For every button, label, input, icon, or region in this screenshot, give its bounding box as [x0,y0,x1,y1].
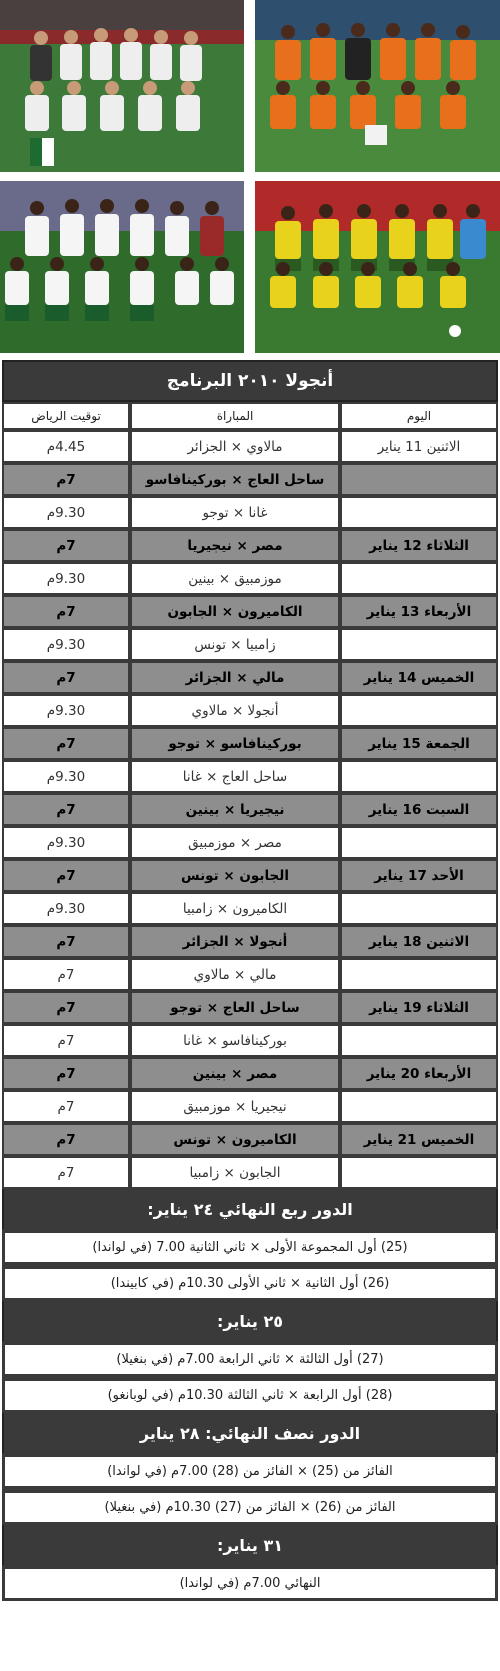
match-cell: نيجيريا × بينين [130,793,340,826]
time-cell: 9.30م [2,892,130,925]
day-cell: الثلاثاء 12 يناير [340,529,498,562]
match-cell: الكاميرون × الجابون [130,595,340,628]
day-cell [340,1024,498,1057]
time-cell: 7م [2,1057,130,1090]
day-cell: الأربعاء 20 يناير [340,1057,498,1090]
table-row [2,958,498,991]
day-cell: الأحد 17 يناير [340,859,498,892]
day-cell: الثلاثاء 19 يناير [340,991,498,1024]
day-cell [340,628,498,661]
match-cell: مالاوي × الجزائر [130,430,340,463]
day-cell [340,826,498,859]
time-cell: 9.30م [2,628,130,661]
day-cell: الاثنين 18 يناير [340,925,498,958]
schedule-panel [0,360,500,1601]
time-cell: 7م [2,1156,130,1189]
table-row [2,925,498,958]
match-cell: ساحل العاج × توجو [130,991,340,1024]
match-cell: الجابون × زامبيا [130,1156,340,1189]
table-row [2,1024,498,1057]
table-row [2,628,498,661]
stage-heading: ٢٥ يناير: [2,1301,498,1341]
day-cell: الخميس 14 يناير [340,661,498,694]
match-cell: ساحل العاج × غانا [130,760,340,793]
table-row [2,1090,498,1123]
time-cell: 9.30م [2,760,130,793]
match-cell: مصر × بينين [130,1057,340,1090]
day-cell [340,760,498,793]
time-cell: 7م [2,727,130,760]
time-cell: 7م [2,925,130,958]
day-cell [340,463,498,496]
match-cell: بوركينافاسو × توجو [130,727,340,760]
stage-match-row: (28) أول الرابعة × ثاني الثالثة 10.30م (في لوبانغو) [2,1377,498,1413]
time-cell: 7م [2,1090,130,1123]
column-header-time: توقيت الرياض [2,402,130,430]
team-photo-togo [255,181,500,353]
day-cell: الخميس 21 يناير [340,1123,498,1156]
column-header-match: المباراة [130,402,340,430]
day-cell: الأربعاء 13 يناير [340,595,498,628]
stage-heading: ٣١ يناير: [2,1525,498,1565]
team-photo-ivory-coast [255,0,500,172]
stage-heading: الدور ربع النهائي ٢٤ يناير: [2,1189,498,1229]
day-cell [340,958,498,991]
match-cell: الكاميرون × تونس [130,1123,340,1156]
day-cell: الاثنين 11 يناير [340,430,498,463]
match-cell: أنجولا × مالاوي [130,694,340,727]
table-row [2,595,498,628]
stage-match-row: (26) أول الثانية × ثاني الأولى 10.30م (في كابيندا) [2,1265,498,1301]
table-row [2,463,498,496]
time-cell: 7م [2,793,130,826]
match-cell: موزمبيق × بينين [130,562,340,595]
table-row [2,859,498,892]
table-row [2,496,498,529]
time-cell: 7م [2,595,130,628]
time-cell: 7م [2,991,130,1024]
day-cell [340,1090,498,1123]
table-row [2,991,498,1024]
match-cell: مصر × موزمبيق [130,826,340,859]
time-cell: 7م [2,661,130,694]
match-cell: مصر × نيجيريا [130,529,340,562]
match-cell: بوركينافاسو × غانا [130,1024,340,1057]
knockout-stages [0,1189,500,1601]
time-cell: 7م [2,958,130,991]
table-row [2,1123,498,1156]
column-header-day: اليوم [340,402,498,430]
table-row [2,661,498,694]
match-cell: ساحل العاج × بوركينافاسو [130,463,340,496]
day-cell [340,694,498,727]
match-cell: أنجولا × الجزائر [130,925,340,958]
stage-match-row: الفائز من (25) × الفائز من (28) 7.00م (في لواندا) [2,1453,498,1489]
time-cell: 9.30م [2,826,130,859]
time-cell: 7م [2,463,130,496]
table-row [2,727,498,760]
stage-match-row: (25) أول المجموعة الأولى × ثاني الثانية 7.00 (في لواندا) [2,1229,498,1265]
team-photo-nigeria [0,181,244,353]
match-cell: نيجيريا × موزمبيق [130,1090,340,1123]
table-row [2,1057,498,1090]
table-row [2,529,498,562]
table-row [2,1156,498,1189]
table-row [2,760,498,793]
match-cell: الكاميرون × زامبيا [130,892,340,925]
table-row [2,562,498,595]
time-cell: 9.30م [2,562,130,595]
schedule-table [2,402,498,1189]
time-cell: 9.30م [2,694,130,727]
stage-match-row: (27) أول الثالثة × ثاني الرابعة 7.00م (في بنغيلا) [2,1341,498,1377]
team-photos [0,0,500,355]
table-row [2,793,498,826]
stage-heading: الدور نصف النهائي: ٢٨ يناير [2,1413,498,1453]
match-cell: الجابون × تونس [130,859,340,892]
table-row [2,892,498,925]
table-row [2,826,498,859]
day-cell [340,892,498,925]
stage-match-row: النهائي 7.00م (في لواندا) [2,1565,498,1601]
team-photo-algeria [0,0,244,172]
table-row [2,694,498,727]
day-cell [340,496,498,529]
day-cell: السبت 16 يناير [340,793,498,826]
stage-match-row: الفائز من (26) × الفائز من (27) 10.30م (في بنغيلا) [2,1489,498,1525]
time-cell: 7م [2,859,130,892]
match-cell: زامبيا × تونس [130,628,340,661]
match-cell: غانا × توجو [130,496,340,529]
time-cell: 9.30م [2,496,130,529]
day-cell: الجمعة 15 يناير [340,727,498,760]
time-cell: 4.45م [2,430,130,463]
table-row [2,430,498,463]
match-cell: مالي × مالاوي [130,958,340,991]
time-cell: 7م [2,1024,130,1057]
time-cell: 7م [2,529,130,562]
match-cell: مالي × الجزائر [130,661,340,694]
day-cell [340,1156,498,1189]
time-cell: 7م [2,1123,130,1156]
schedule-title: أنجولا ٢٠١٠ البرنامج [2,360,498,402]
day-cell [340,562,498,595]
